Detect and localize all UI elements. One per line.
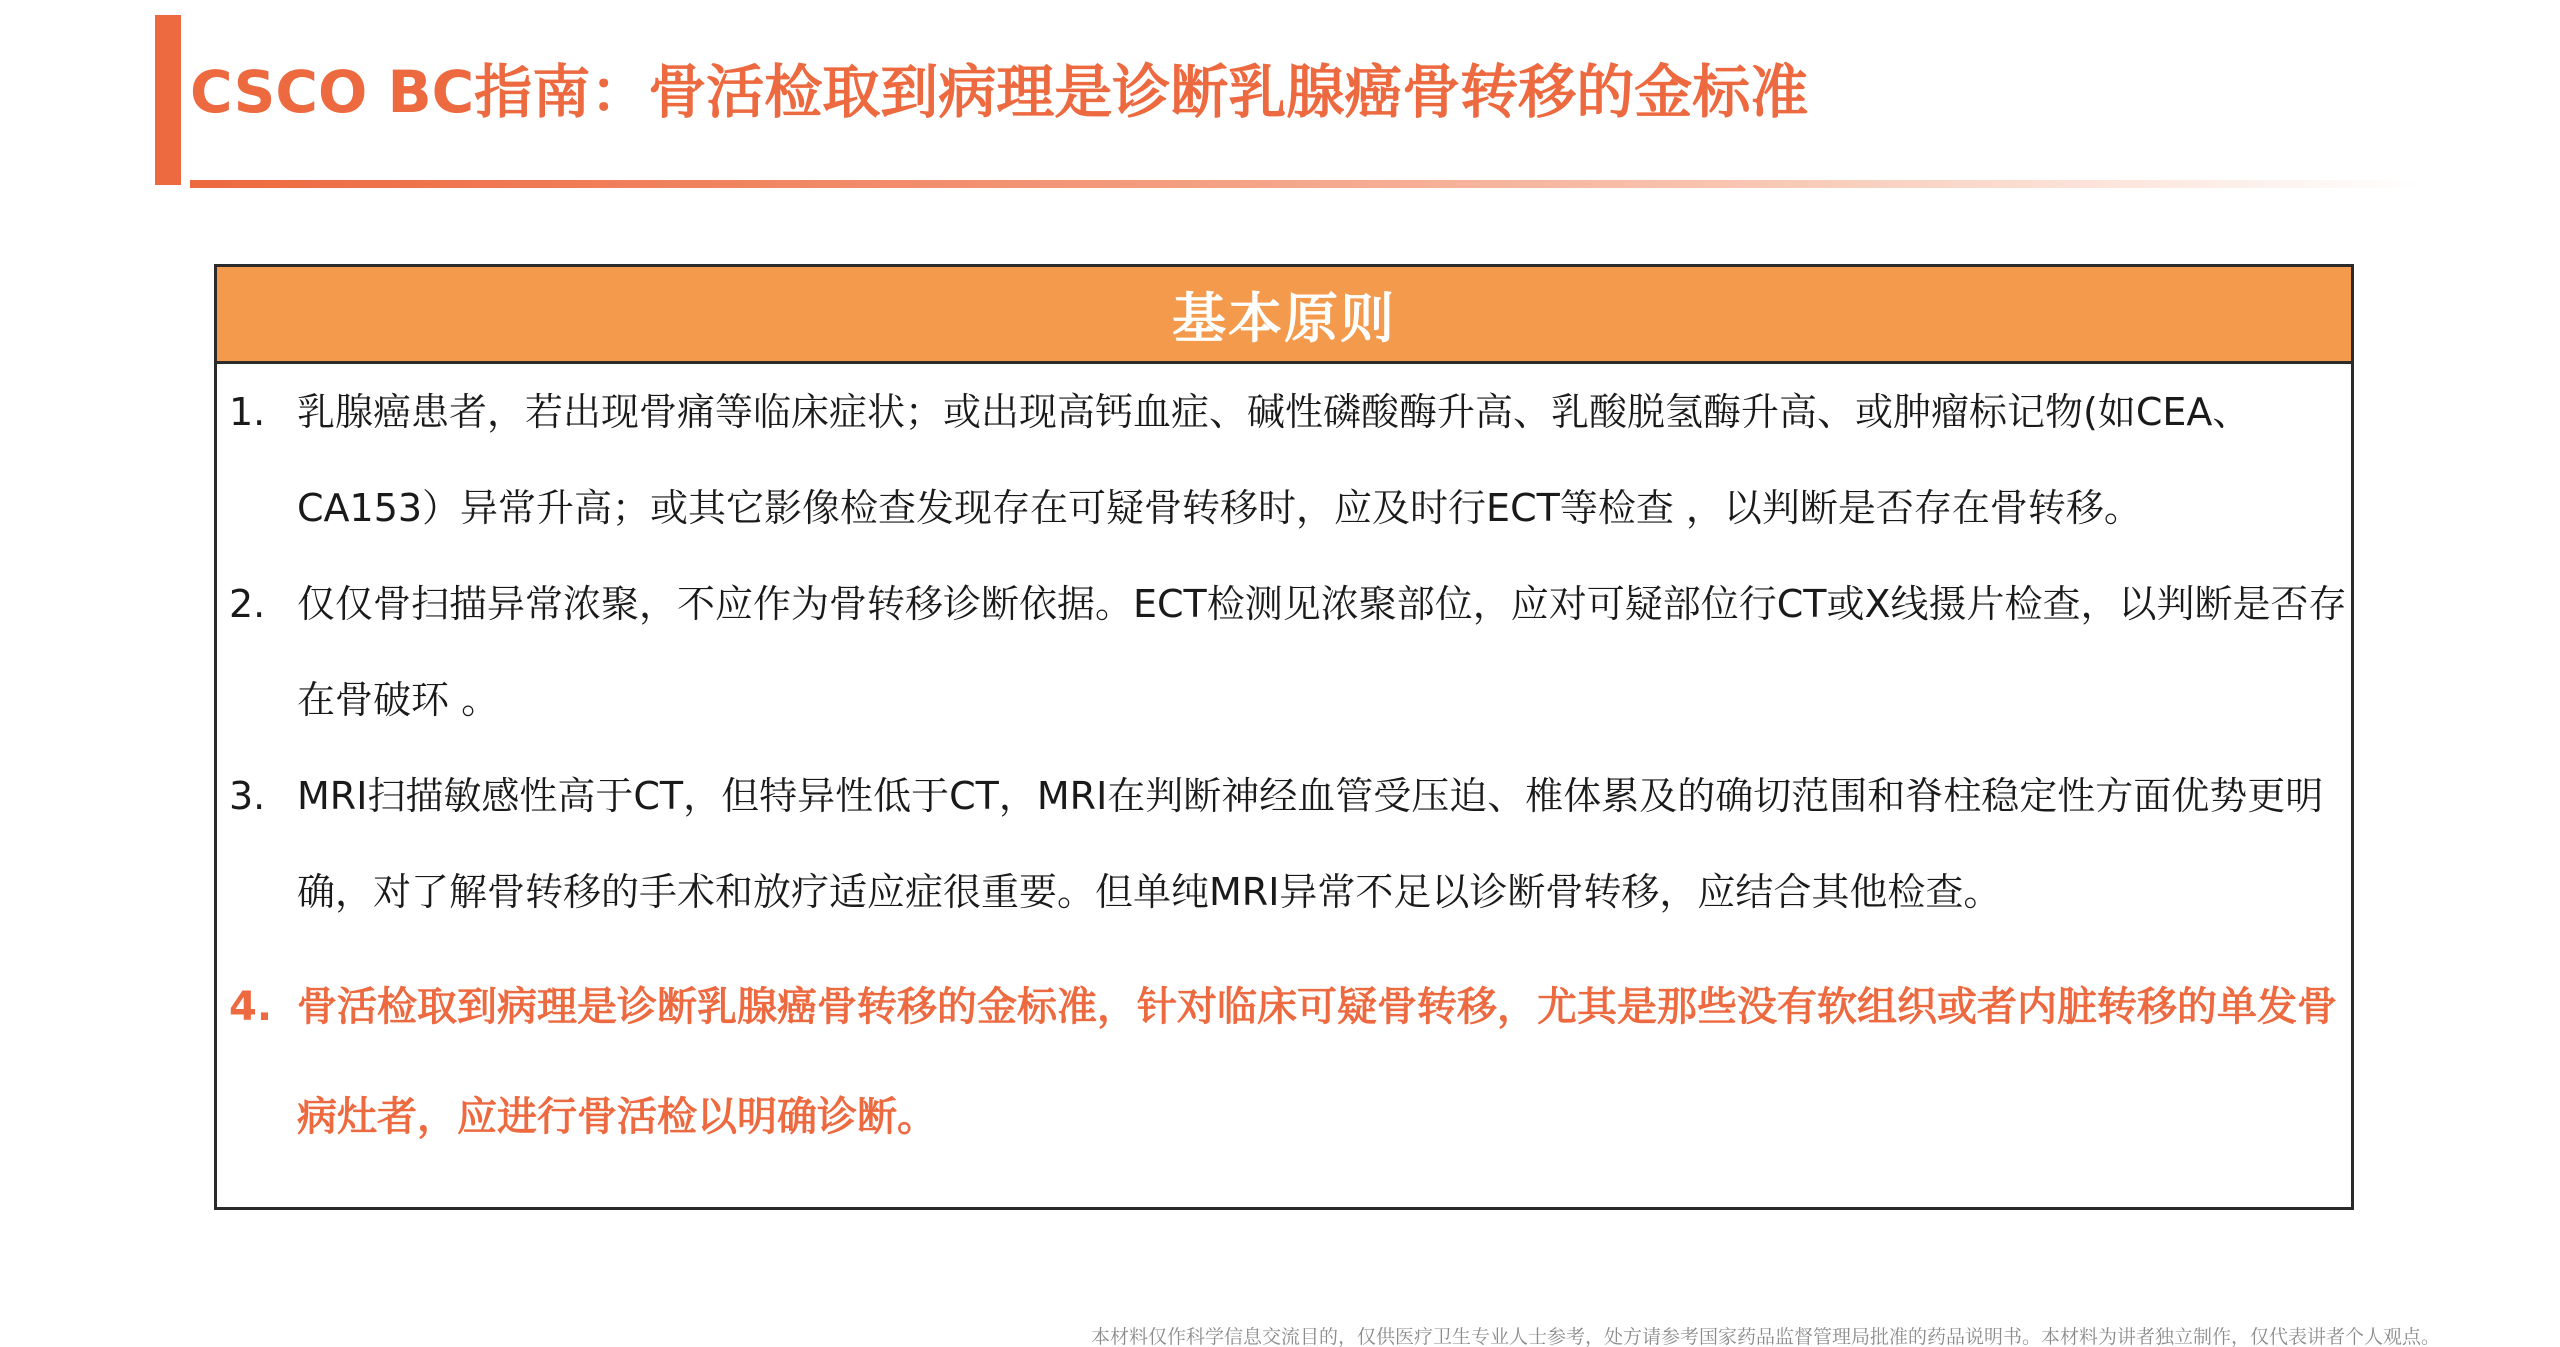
list-item-text: 仅仅骨扫描异常浓聚，不应作为骨转移诊断依据。ECT检测见浓聚部位，应对可疑部位行CT或X线摄片检查，以判断是否存在骨破环 。	[297, 582, 2347, 722]
list-item-number: 2.	[229, 582, 266, 626]
principles-heading: 基本原则	[1172, 286, 1396, 350]
page-title: CSCO BC指南：骨活检取到病理是诊断乳腺癌骨转移的金标准	[190, 58, 1809, 126]
list-item-number: 4.	[229, 984, 273, 1030]
title-accent-bar	[155, 15, 181, 185]
list-item-text: 骨活检取到病理是诊断乳腺癌骨转移的金标准，针对临床可疑骨转移，尤其是那些没有软组织或者内脏转移的单发骨病灶者，应进行骨活检以明确诊断。	[297, 984, 2337, 1140]
footer-disclaimer: 本材料仅作科学信息交流目的，仅供医疗卫生专业人士参考，处方请参考国家药品监督管理局批准的药品说明书。本材料为讲者独立制作，仅代表讲者个人观点。	[1090, 1326, 2440, 1347]
principles-box	[214, 264, 2354, 1210]
principles-header	[217, 267, 2351, 364]
list-item-text: MRI扫描敏感性高于CT，但特异性低于CT，MRI在判断神经血管受压迫、椎体累及的确切范围和脊柱稳定性方面优势更明确，对了解骨转移的手术和放疗适应症很重要。但单纯MRI异常不足以诊断骨转移，应结合其他检查。	[297, 774, 2324, 914]
list-item-number: 1.	[229, 390, 266, 434]
title-underline	[190, 180, 2420, 188]
list-item-number: 3.	[229, 774, 266, 818]
list-item-text: 乳腺癌患者，若出现骨痛等临床症状；或出现高钙血症、碱性磷酸酶升高、乳酸脱氢酶升高、或肿瘤标记物(如CEA、CA153）异常升高；或其它影像检查发现存在可疑骨转移时，应及时行ECT等检查 ，以判断是否存在骨转移。	[297, 390, 2251, 530]
